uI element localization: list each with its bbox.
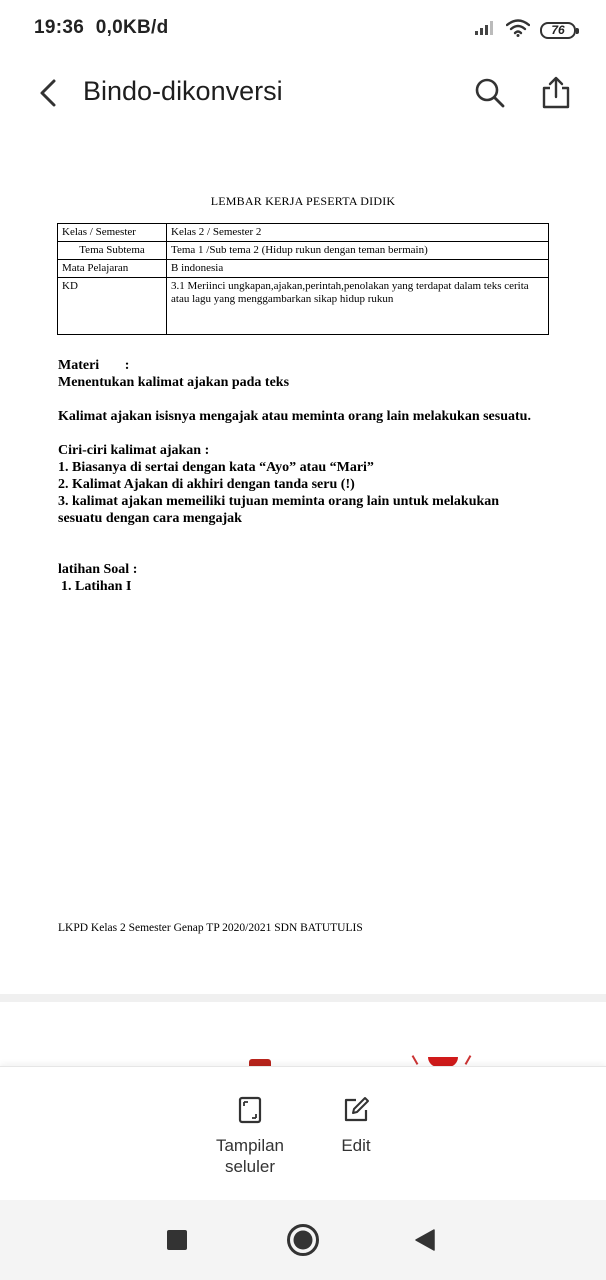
emblem-graphic bbox=[412, 1055, 419, 1065]
home-circle-icon bbox=[286, 1223, 320, 1257]
signal-icon bbox=[474, 20, 496, 41]
edit-label: Edit bbox=[341, 1136, 371, 1155]
table-row bbox=[58, 242, 549, 260]
back-triangle-icon bbox=[413, 1228, 437, 1252]
mobile-view-icon bbox=[238, 1096, 262, 1124]
app-bar bbox=[0, 62, 606, 124]
back-button[interactable] bbox=[30, 75, 66, 111]
list-item: 1. Biasanya di sertai dengan kata “Ayo” atau “Mari” bbox=[58, 460, 374, 475]
share-icon bbox=[541, 76, 571, 110]
document-page[interactable] bbox=[0, 124, 606, 994]
share-button[interactable] bbox=[537, 74, 575, 112]
doc-body bbox=[58, 357, 558, 595]
doc-heading: LEMBAR KERJA PESERTA DIDIK bbox=[210, 194, 396, 208]
edit-icon bbox=[342, 1096, 370, 1124]
page-separator bbox=[0, 994, 606, 1002]
table-value: Tema 1 /Sub tema 2 (Hidup rukun dengan teman bermain) bbox=[167, 242, 549, 260]
table-row bbox=[58, 260, 549, 278]
table-value: Kelas 2 / Semester 2 bbox=[167, 224, 549, 242]
materi-text: Menentukan kalimat ajakan pada teks bbox=[58, 375, 290, 390]
emblem-graphic bbox=[465, 1055, 472, 1065]
table-row bbox=[58, 224, 549, 242]
mobile-view-button[interactable] bbox=[200, 1093, 300, 1177]
status-icons bbox=[474, 18, 576, 42]
next-page-preview bbox=[0, 1002, 606, 1066]
table-label: Kelas / Semester bbox=[58, 224, 167, 242]
wifi-icon bbox=[506, 19, 530, 42]
status-bar bbox=[0, 0, 606, 58]
clock: 19:36 bbox=[34, 17, 85, 38]
search-button[interactable] bbox=[471, 74, 509, 112]
list-item: 2. Kalimat Ajakan di akhiri dengan tanda seru (!) bbox=[58, 477, 355, 492]
list-item: 3. kalimat ajakan memeiliki tujuan meminta orang lain untuk melakukan sesuatu dengan cara mengajak bbox=[58, 494, 500, 526]
battery-level: 76 bbox=[551, 23, 565, 37]
document-title: Bindo-dikonversi bbox=[83, 76, 283, 106]
table-label: KD bbox=[58, 278, 167, 335]
mobile-view-icon-wrap bbox=[238, 1093, 262, 1127]
network-speed: 0,0KB/d bbox=[95, 17, 169, 38]
materi-line bbox=[58, 357, 558, 374]
battery-icon bbox=[540, 22, 576, 39]
table-value: B indonesia bbox=[167, 260, 549, 278]
materi-colon: : bbox=[124, 358, 130, 373]
emblem-graphic bbox=[249, 1059, 271, 1066]
action-panel bbox=[0, 1066, 606, 1201]
recents-square-icon bbox=[166, 1229, 188, 1251]
latihan-item: 1. Latihan I bbox=[61, 579, 132, 594]
status-time bbox=[34, 17, 169, 39]
ciri-title: Ciri-ciri kalimat ajakan : bbox=[58, 443, 210, 458]
doc-footer: LKPD Kelas 2 Semester Genap TP 2020/2021 SDN BATUTULIS bbox=[58, 922, 363, 934]
edit-button[interactable] bbox=[316, 1093, 396, 1156]
home-button[interactable] bbox=[283, 1220, 323, 1260]
recents-button[interactable] bbox=[157, 1220, 197, 1260]
table-row bbox=[58, 278, 549, 335]
info-table bbox=[57, 223, 549, 335]
edit-icon-wrap bbox=[342, 1093, 370, 1127]
mobile-view-label: Tampilan seluler bbox=[215, 1136, 285, 1176]
table-label: Mata Pelajaran bbox=[58, 260, 167, 278]
definition-text: Kalimat ajakan isisnya mengajak atau meminta orang lain melakukan sesuatu. bbox=[58, 409, 531, 424]
search-icon bbox=[474, 77, 506, 109]
materi-label: Materi bbox=[58, 358, 100, 373]
table-label: Tema Subtema bbox=[58, 242, 167, 260]
nav-bar bbox=[0, 1200, 606, 1280]
table-value: 3.1 Meriinci ungkapan,ajakan,perintah,penolakan yang terdapat dalam teks cerita atau lagu yang menggambarkan sikap hidup rukun bbox=[167, 278, 549, 335]
back-arrow-icon bbox=[38, 78, 58, 108]
latihan-title: latihan Soal : bbox=[58, 562, 138, 577]
nav-back-button[interactable] bbox=[405, 1220, 445, 1260]
